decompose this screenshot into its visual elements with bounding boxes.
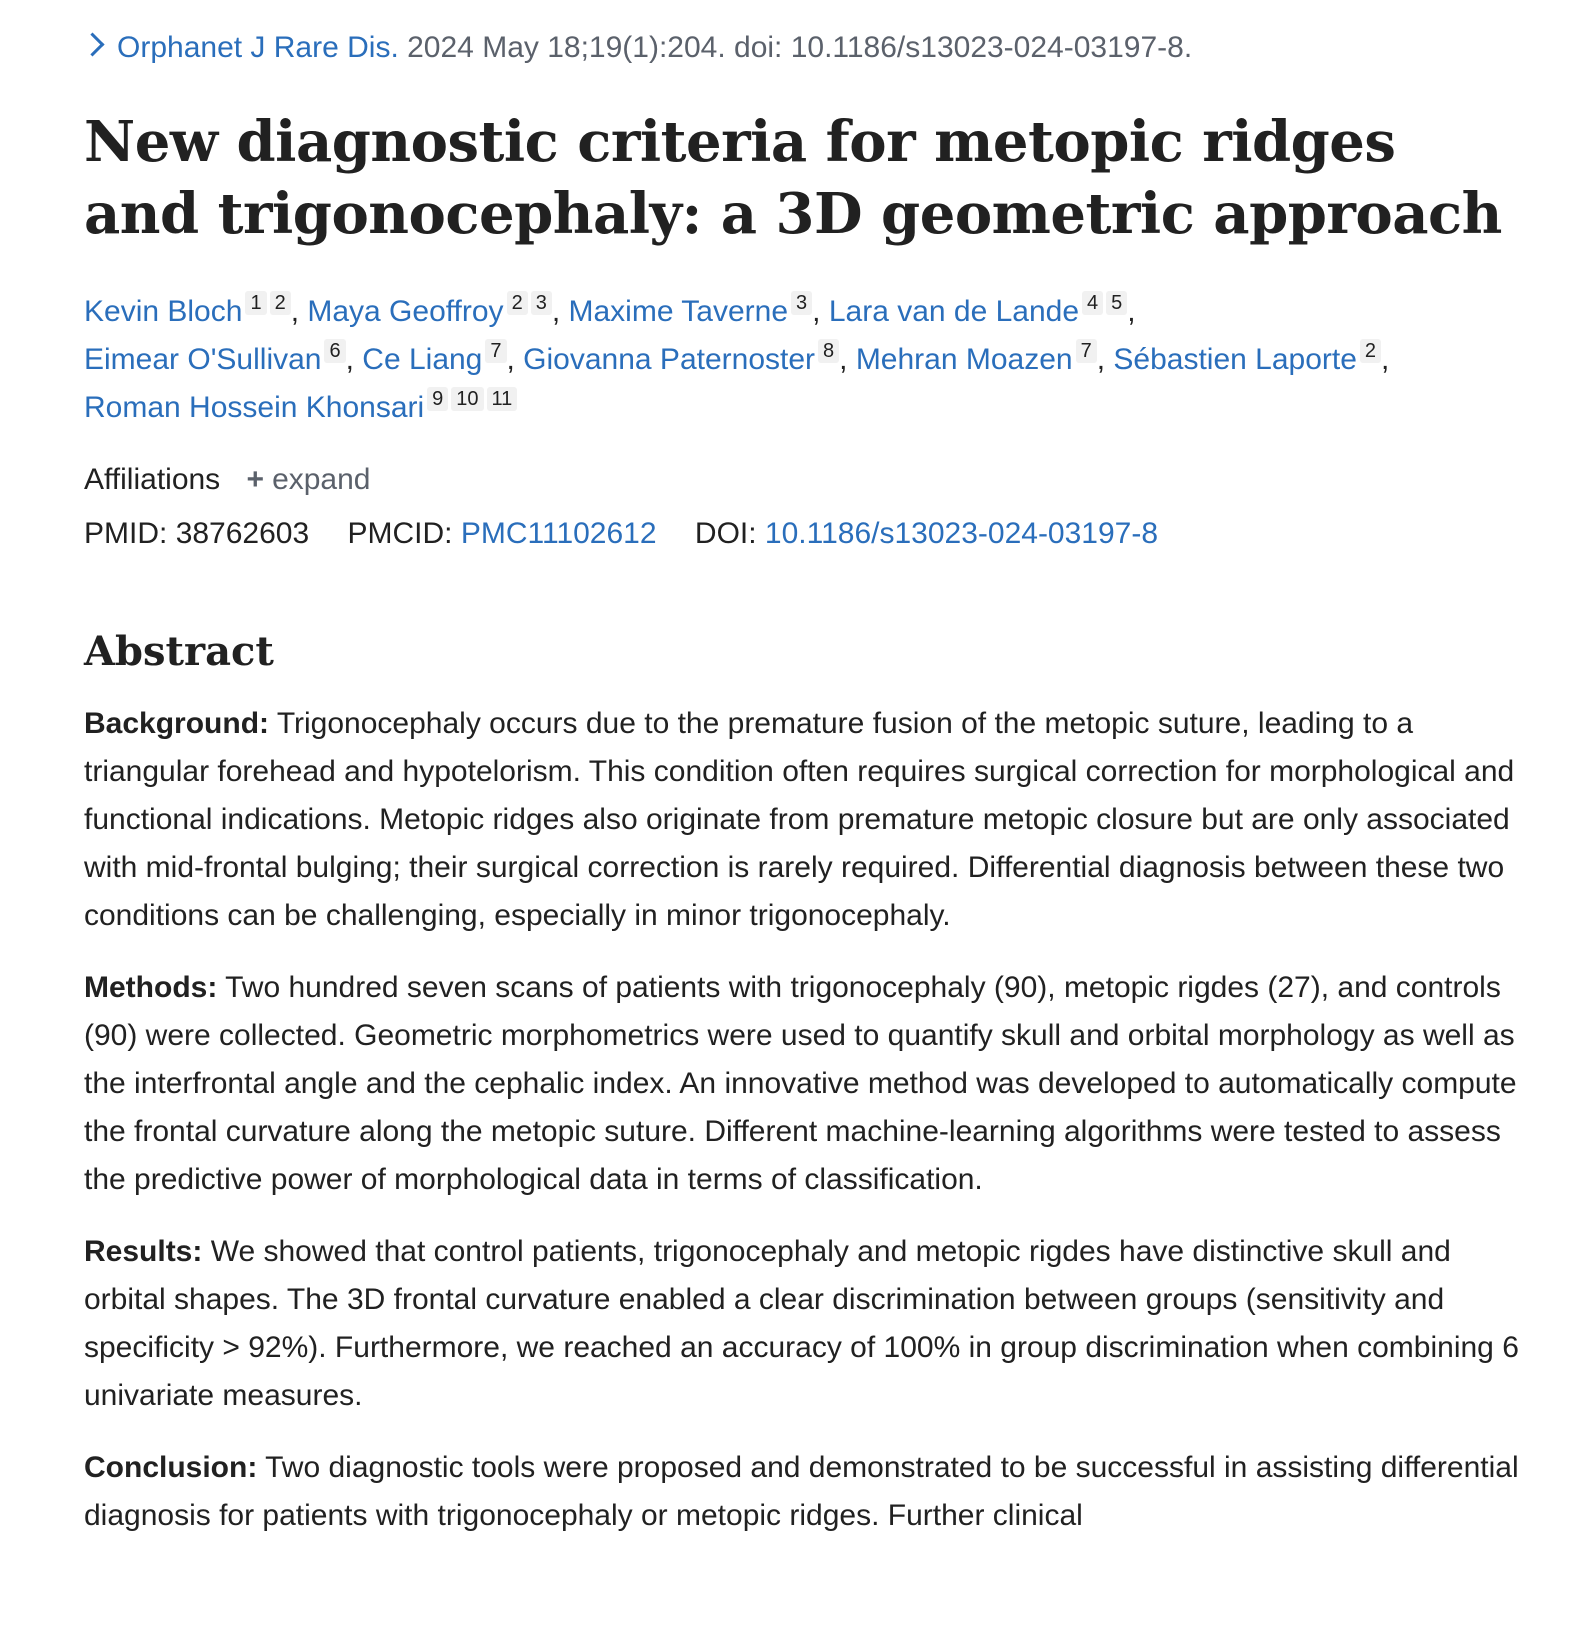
affiliation-number-button[interactable]: 7	[1076, 339, 1097, 363]
pmid-value: 38762603	[175, 517, 310, 550]
affiliations-expand-button[interactable]	[247, 463, 371, 496]
abstract-section-background	[84, 700, 1529, 940]
pmcid-label: PMCID:	[347, 517, 453, 550]
affiliation-number-button[interactable]: 10	[451, 387, 483, 411]
author-entry	[84, 388, 517, 424]
author-entry	[362, 340, 524, 376]
affiliation-number-button[interactable]: 3	[531, 291, 552, 315]
author-link[interactable]: Maya Geoffroy	[307, 295, 504, 328]
affiliation-number-button[interactable]: 4	[1082, 291, 1103, 315]
author-entry	[855, 340, 1114, 376]
author-entry	[828, 292, 1136, 328]
section-label: Methods:	[84, 971, 218, 1004]
author-link[interactable]: Ce Liang	[362, 343, 483, 376]
doi-link[interactable]: 10.1186/s13023-024-03197-8	[764, 517, 1159, 550]
article-title: New diagnostic criteria for metopic ridges and trigonocephaly: a 3D geometric approach	[84, 109, 1502, 247]
abstract-heading: Abstract	[84, 628, 274, 675]
author-link[interactable]: Kevin Bloch	[84, 295, 243, 328]
section-label: Results:	[84, 1235, 203, 1268]
identifiers-row	[84, 514, 1188, 554]
section-text: We showed that control patients, trigonocephaly and metopic rigdes have distinctive skull and orbital shapes. The 3D frontal curvature enabled a clear discrimination between groups (sensitivity and specificity > 92%). Furthermore, we reached an accuracy of 100% in group discrimination when combining 6 univariate measures.	[84, 1235, 1519, 1412]
affiliation-number-button[interactable]: 9	[427, 387, 448, 411]
author-link[interactable]: Mehran Moazen	[855, 343, 1073, 376]
abstract-body	[84, 700, 1529, 1564]
author-separator: ,	[839, 343, 856, 376]
affiliation-number-button[interactable]: 11	[487, 387, 518, 411]
section-label: Background:	[84, 707, 270, 740]
affiliation-number-button[interactable]: 6	[324, 339, 345, 363]
section-text: Two diagnostic tools were proposed and demonstrated to be successful in assisting differential diagnosis for patients with trigonocephaly or metopic ridges. Further clinical	[84, 1451, 1519, 1532]
author-entry	[523, 340, 856, 376]
abstract-section-methods	[84, 964, 1529, 1204]
author-separator: ,	[290, 295, 308, 328]
doi-label: DOI:	[694, 517, 757, 550]
affiliation-number-button[interactable]: 2	[1360, 339, 1381, 363]
affiliation-number-button[interactable]: 2	[507, 291, 528, 315]
citation-line	[84, 28, 1192, 68]
section-label: Conclusion:	[84, 1451, 258, 1484]
pmid-group	[84, 517, 309, 550]
affiliation-number-button[interactable]: 5	[1106, 291, 1127, 315]
affiliation-number-button[interactable]: 8	[818, 339, 839, 363]
plus-icon: +	[246, 463, 265, 496]
chevron-right-icon[interactable]	[80, 32, 104, 56]
affiliations-row	[84, 460, 371, 500]
author-link[interactable]: Eimear O'Sullivan	[84, 343, 322, 376]
author-entry	[84, 340, 363, 376]
author-link[interactable]: Roman Hossein Khonsari	[84, 391, 425, 424]
pmcid-group	[348, 517, 657, 550]
author-separator: ,	[1096, 343, 1114, 376]
affiliations-label: Affiliations	[84, 463, 221, 496]
author-separator: ,	[1127, 295, 1136, 328]
author-list	[84, 288, 1524, 432]
expand-label: expand	[272, 463, 371, 496]
author-entry	[84, 292, 308, 328]
journal-link[interactable]: Orphanet J Rare Dis.	[117, 31, 399, 64]
author-separator: ,	[812, 295, 829, 328]
author-link[interactable]: Sébastien Laporte	[1113, 343, 1357, 376]
section-text: Trigonocephaly occurs due to the premature fusion of the metopic suture, leading to a triangular forehead and hypotelorism. This condition often requires surgical correction for morphological and functional indications. Metopic ridges also originate from premature metopic closure but are only associated with mid-frontal bulging; their surgical correction is rarely required. Differential diagnosis between these two conditions can be challenging, especially in minor trigonocephaly.	[84, 707, 1515, 932]
author-entry	[568, 292, 829, 328]
pmid-label: PMID:	[84, 517, 168, 550]
doi-group	[695, 517, 1158, 550]
author-link[interactable]: Maxime Taverne	[568, 295, 789, 328]
author-entry	[307, 292, 569, 328]
author-link[interactable]: Giovanna Paternoster	[523, 343, 816, 376]
author-separator: ,	[345, 343, 363, 376]
pmcid-link[interactable]: PMC11102612	[460, 517, 657, 550]
author-entry	[1113, 340, 1390, 376]
citation-details: 2024 May 18;19(1):204. doi: 10.1186/s13023-024-03197-8.	[407, 31, 1193, 64]
abstract-section-conclusion	[84, 1444, 1529, 1540]
author-separator: ,	[506, 343, 524, 376]
affiliation-number-button[interactable]: 1	[245, 291, 266, 315]
abstract-section-results	[84, 1228, 1529, 1420]
author-separator: ,	[551, 295, 569, 328]
affiliation-number-button[interactable]: 2	[270, 291, 291, 315]
affiliation-number-button[interactable]: 7	[485, 339, 506, 363]
author-link[interactable]: Lara van de Lande	[828, 295, 1080, 328]
affiliation-number-button[interactable]: 3	[791, 291, 812, 315]
author-separator: ,	[1381, 343, 1390, 376]
section-text: Two hundred seven scans of patients with trigonocephaly (90), metopic rigdes (27), and controls (90) were collected. Geometric morphometrics were used to quantify skull and orbital morphology as well as the interfrontal angle and the cephalic index. An innovative method was developed to automatically compute the frontal curvature along the metopic suture. Different machine-learning algorithms were tested to assess the predictive power of morphological data in terms of classification.	[84, 971, 1517, 1196]
